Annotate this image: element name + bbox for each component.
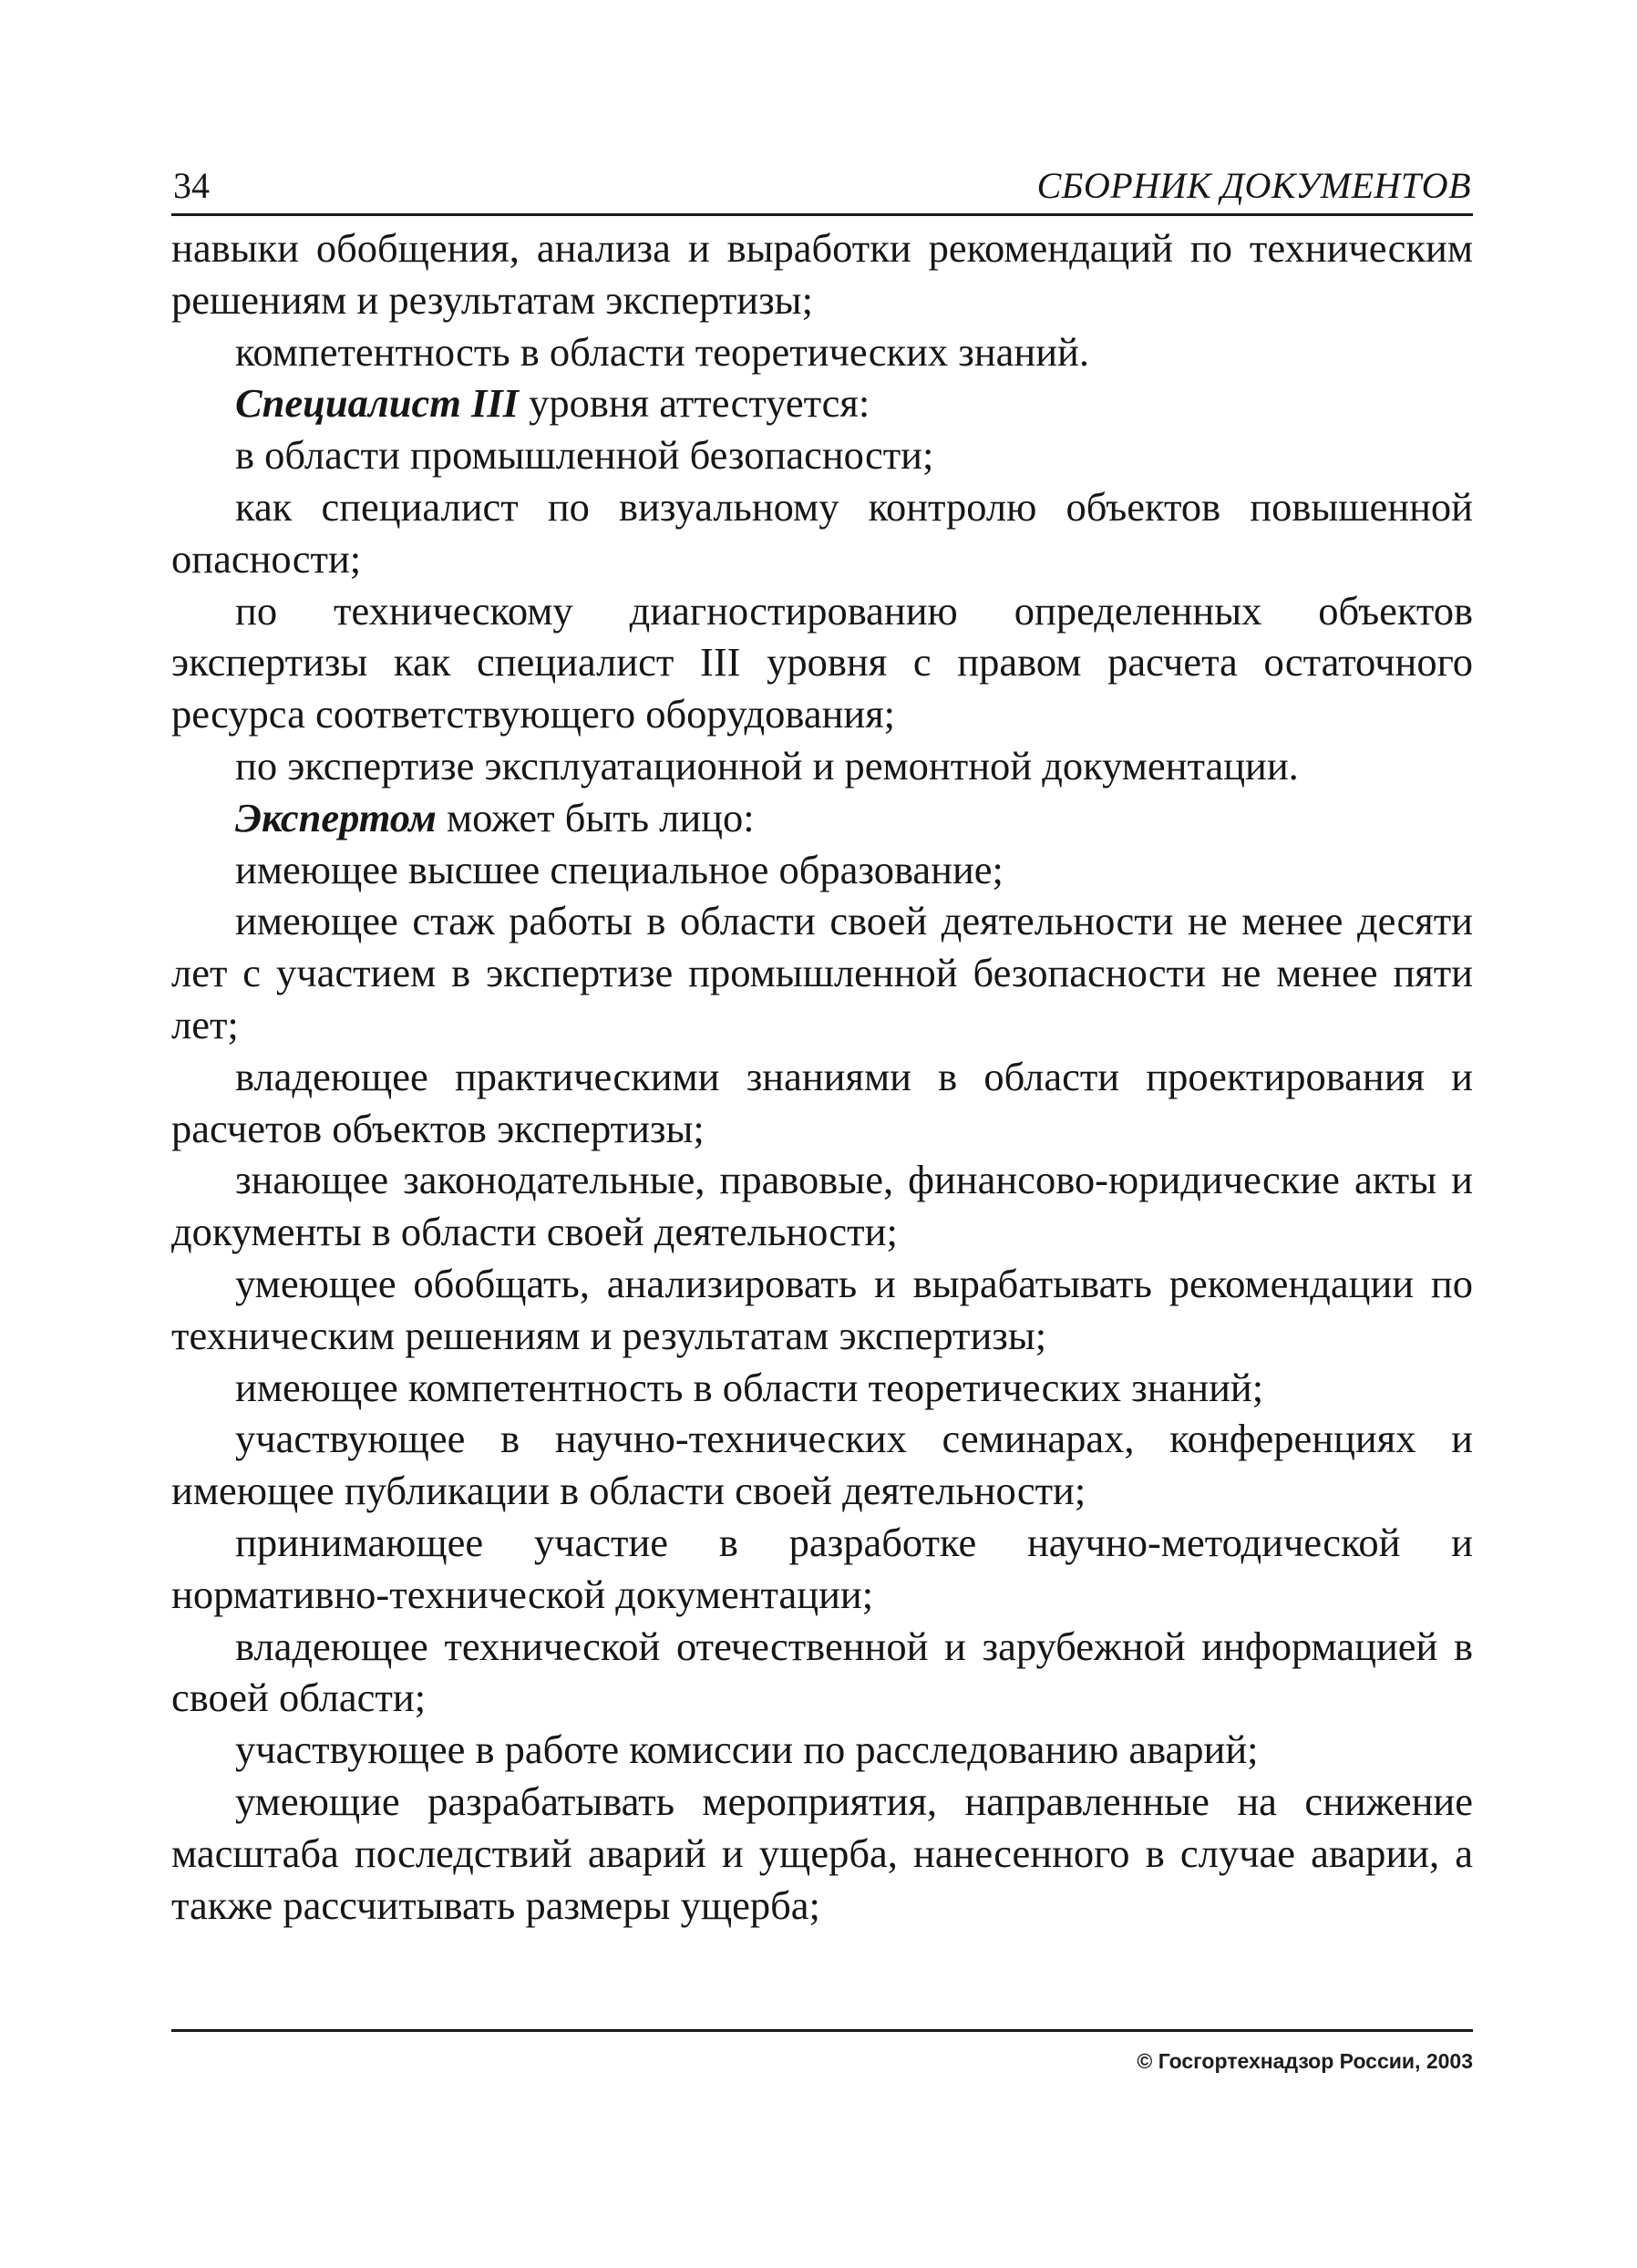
paragraph: Специалист III уровня аттестуется: <box>235 380 870 427</box>
page-header <box>171 162 1473 216</box>
page-number: 34 <box>173 165 210 206</box>
running-title: СБОРНИК ДОКУМЕНТОВ <box>1036 165 1471 206</box>
paragraph: навыки обобщения, анализа и выработки рекомендаций по техническим решениям и результатам экспертизы; <box>171 225 1473 323</box>
copyright-notice: © Госгортехнадзор России, 2003 <box>1137 2049 1473 2073</box>
paragraph: компетентность в области теоретических знаний. <box>235 328 1089 375</box>
paragraph: в области промышленной безопасности; <box>235 432 934 479</box>
paragraph: как специалист по визуальному контролю объектов повышенной опасности; <box>171 483 1473 582</box>
paragraph: владеющее технической отечественной и зарубежной информацией в своей области; <box>171 1623 1473 1721</box>
body-text <box>171 222 1473 1931</box>
paragraph: имеющее стаж работы в области своей деятельности не менее десяти лет с участием в экспертизе промышленной безопасности не менее пяти лет; <box>171 898 1473 1047</box>
paragraph: принимающее участие в разработке научно-методической и нормативно-технической документации; <box>171 1519 1473 1617</box>
emphasized-term: Специалист III <box>235 380 519 427</box>
paragraph: имеющее компетентность в области теоретических знаний; <box>235 1364 1264 1410</box>
paragraph: знающее законодательные, правовые, финансово-юридические акты и документы в области своей деятельности; <box>171 1157 1473 1255</box>
paragraph: владеющее практическими знаниями в области проектирования и расчетов объектов экспертизы; <box>171 1053 1473 1151</box>
paragraph: по экспертизе эксплуатационной и ремонтной документации. <box>235 742 1299 789</box>
paragraph: умеющие разрабатывать мероприятия, направленные на снижение масштаба последствий аварий и ущерба, нанесенного в случае аварии, а также рассчитывать размеры ущерба; <box>171 1778 1473 1928</box>
paragraph: имеющее высшее специальное образование; <box>235 846 1004 892</box>
paragraph: Экспертом может быть лицо: <box>235 794 755 840</box>
emphasized-term: Экспертом <box>235 794 437 840</box>
paragraph: участвующее в научно-технических семинарах, конференциях и имеющее публикации в области своей деятельности; <box>171 1416 1473 1514</box>
paragraph: умеющее обобщать, анализировать и вырабатывать рекомендации по техническим решениям и результатам экспертизы; <box>171 1260 1473 1358</box>
footer-divider <box>171 2029 1473 2032</box>
paragraph: по техническому диагностированию определенных объектов экспертизы как специалист III уровня с правом расчета остаточного ресурса соответствующего оборудования; <box>171 587 1473 737</box>
paragraph: участвующее в работе комиссии по расследованию аварий; <box>235 1727 1259 1773</box>
